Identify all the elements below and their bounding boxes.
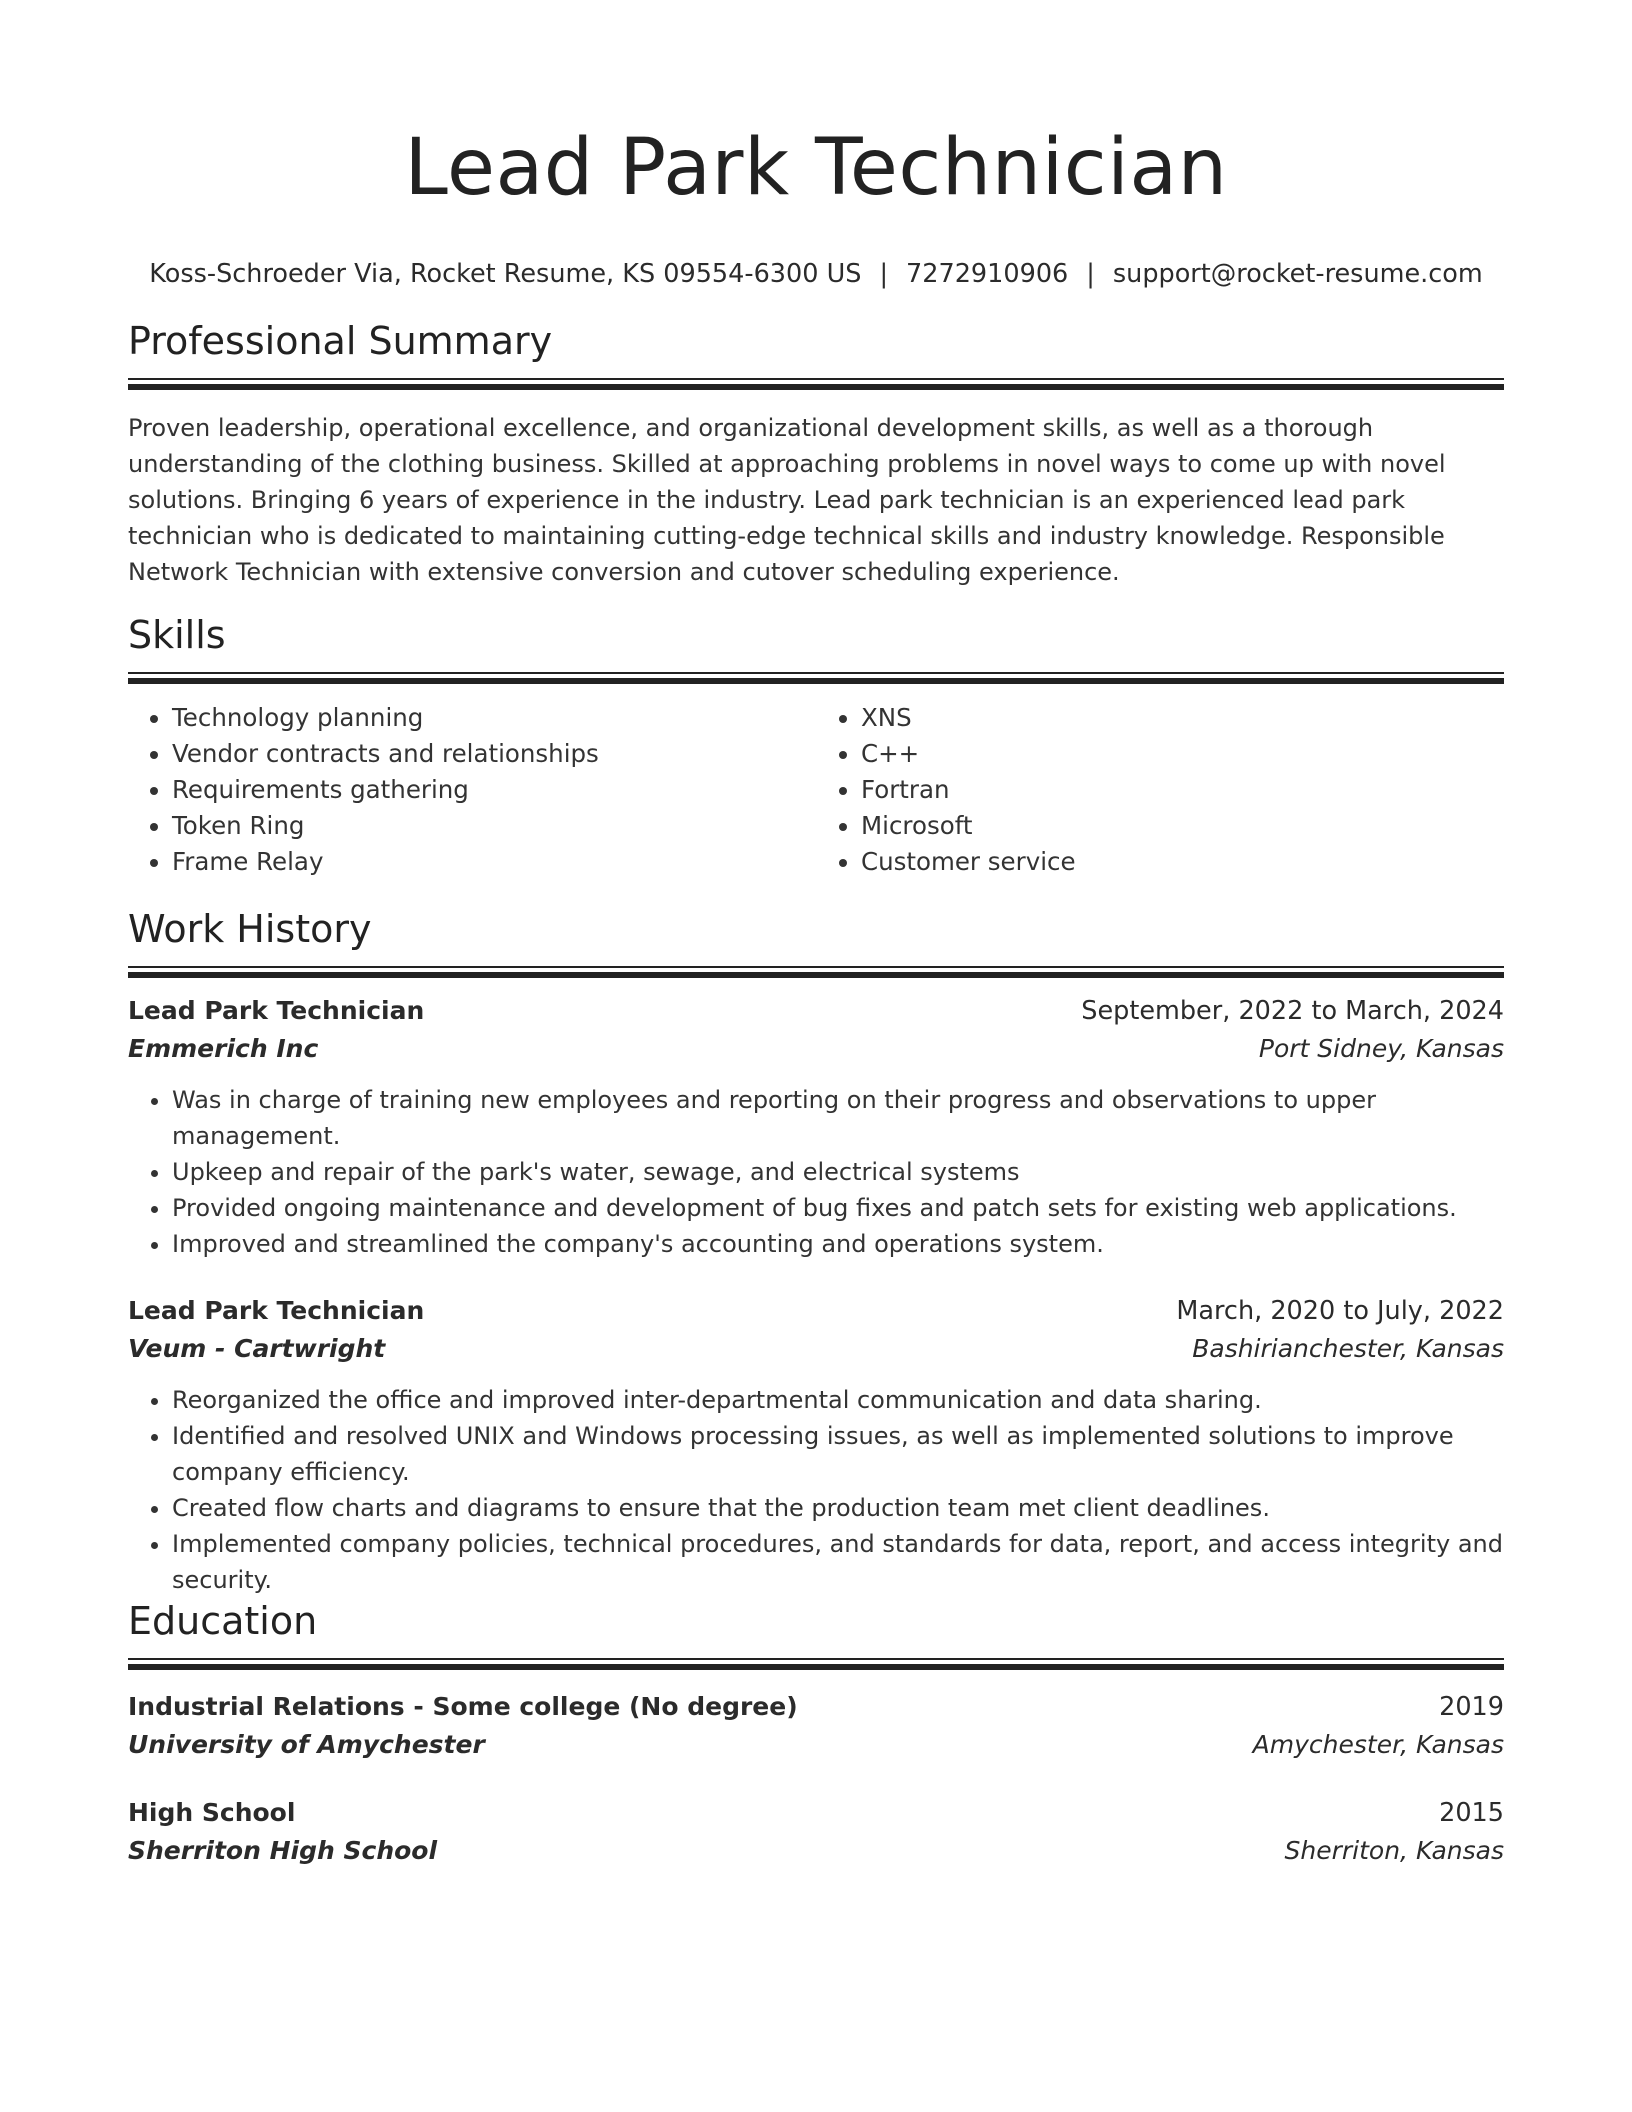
education-section	[128, 1596, 1504, 1870]
skills-list-right	[815, 700, 1504, 880]
skill-item: • Technology planning	[172, 700, 815, 736]
work-history-heading: Work History	[128, 907, 372, 951]
job-bullets	[128, 1082, 1504, 1262]
summary-section	[128, 316, 1504, 614]
skill-item: • Vendor contracts and relationships	[172, 736, 815, 772]
candidate-name: Lead Park Technician	[404, 123, 1228, 213]
summary-text: Proven leadership, operational excellence, and organizational development skills, as well as a thorough understanding of the clothing business. Skilled at approaching problems in novel ways to come up with novel solutions. Bringing 6 years of experience in the industry. Lead park technician is an experienced lead park technician who is dedicated to maintaining cutting-edge technical skills and industry knowledge. Responsible Network Technician with extensive conversion and cutover scheduling experience.	[128, 414, 1446, 586]
section-divider	[128, 966, 1504, 978]
job-company: Emmerich Inc	[128, 1034, 319, 1063]
education-degree: High School	[128, 1798, 296, 1827]
job-dates: September, 2022 to March, 2024	[1081, 996, 1504, 1026]
summary-heading: Professional Summary	[128, 319, 553, 363]
section-divider	[128, 1658, 1504, 1670]
education-degree: Industrial Relations - Some college (No degree)	[128, 1692, 798, 1721]
education-location: Amychester, Kansas	[1252, 1730, 1504, 1759]
skill-item: • C++	[861, 736, 1504, 772]
job-entry	[128, 992, 1504, 1262]
job-bullet: • Provided ongoing maintenance and development of bug fixes and patch sets for existing web applications.	[172, 1190, 1504, 1226]
job-bullet: • Improved and streamlined the company's accounting and operations system.	[172, 1226, 1504, 1262]
skill-item: • Microsoft	[861, 808, 1504, 844]
skill-item: • Fortran	[861, 772, 1504, 808]
job-entry	[128, 1292, 1504, 1598]
job-bullet: • Upkeep and repair of the park's water, sewage, and electrical systems	[172, 1154, 1504, 1190]
contact-separator: |	[879, 259, 889, 289]
education-year: 2015	[1439, 1798, 1504, 1828]
skill-item: • XNS	[861, 700, 1504, 736]
job-bullet: • Reorganized the office and improved inter-departmental communication and data sharing.	[172, 1382, 1504, 1418]
job-location: Bashirianchester, Kansas	[1192, 1334, 1504, 1363]
job-bullets	[128, 1382, 1504, 1598]
education-year: 2019	[1439, 1692, 1504, 1722]
section-divider	[128, 378, 1504, 390]
contact-email: support@rocket-resume.com	[1112, 259, 1483, 289]
job-dates: March, 2020 to July, 2022	[1176, 1296, 1504, 1326]
skills-columns	[128, 700, 1504, 880]
skill-item: • Customer service	[861, 844, 1504, 880]
job-title: Lead Park Technician	[128, 1296, 425, 1325]
job-title: Lead Park Technician	[128, 996, 425, 1025]
skills-section	[128, 610, 1504, 880]
work-history-section	[128, 904, 1504, 1598]
contact-line	[128, 256, 1504, 292]
section-divider	[128, 672, 1504, 684]
education-school: University of Amychester	[128, 1730, 485, 1759]
job-bullet: • Created flow charts and diagrams to ensure that the production team met client deadlines.	[172, 1490, 1504, 1526]
skill-item: • Token Ring	[172, 808, 815, 844]
contact-separator: |	[1086, 259, 1095, 289]
education-entry	[128, 1794, 1504, 1870]
job-bullet: • Was in charge of training new employees and reporting on their progress and observations to upper management.	[172, 1082, 1504, 1154]
education-entry	[128, 1688, 1504, 1764]
skill-item: • Frame Relay	[172, 844, 815, 880]
job-bullet: • Identified and resolved UNIX and Windows processing issues, as well as implemented solutions to improve company efficiency.	[172, 1418, 1504, 1490]
skills-heading: Skills	[128, 613, 226, 657]
education-location: Sherriton, Kansas	[1284, 1836, 1504, 1865]
job-location: Port Sidney, Kansas	[1258, 1034, 1504, 1063]
education-school: Sherriton High School	[128, 1836, 438, 1865]
contact-address: Koss-Schroeder Via, Rocket Resume, KS 09554-6300 US	[149, 259, 862, 289]
job-company: Veum - Cartwright	[128, 1334, 386, 1363]
job-bullet: • Implemented company policies, technical procedures, and standards for data, report, and access integrity and security.	[172, 1526, 1504, 1598]
skills-list-left	[128, 700, 815, 880]
contact-phone: 7272910906	[906, 259, 1069, 289]
education-heading: Education	[128, 1599, 318, 1643]
skill-item: • Requirements gathering	[172, 772, 815, 808]
